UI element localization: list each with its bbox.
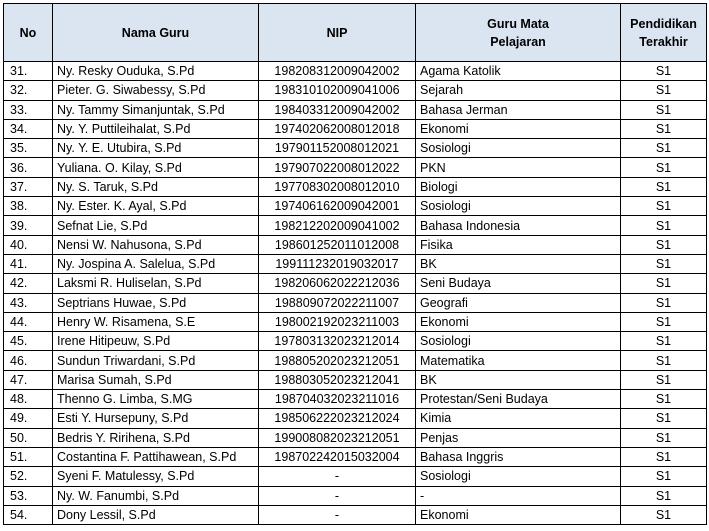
table-row: [4, 467, 707, 486]
cell-mata-pelajaran: Ekonomi: [416, 312, 621, 331]
cell-nip: 197402062008012018: [259, 119, 416, 138]
table-row: [4, 351, 707, 370]
cell-pendidikan: S1: [621, 235, 707, 254]
cell-nama-guru: Sundun Triwardani, S.Pd: [53, 351, 259, 370]
cell-no: 53.: [4, 486, 53, 505]
cell-pendidikan: S1: [621, 505, 707, 524]
cell-nama-guru: Ny. Y. Puttileihalat, S.Pd: [53, 119, 259, 138]
cell-mata-pelajaran: Protestan/Seni Budaya: [416, 390, 621, 409]
cell-nama-guru: Laksmi R. Huliselan, S.Pd: [53, 274, 259, 293]
cell-nip: 198506222023212024: [259, 409, 416, 428]
cell-pendidikan: S1: [621, 447, 707, 466]
header-row: [4, 4, 707, 62]
cell-nama-guru: Nensi W. Nahusona, S.Pd: [53, 235, 259, 254]
cell-pendidikan: S1: [621, 100, 707, 119]
cell-nip: 198212202009041002: [259, 216, 416, 235]
cell-nama-guru: Marisa Sumah, S.Pd: [53, 370, 259, 389]
cell-no: 44.: [4, 312, 53, 331]
cell-nip: 197406162009042001: [259, 197, 416, 216]
cell-mata-pelajaran: Sejarah: [416, 81, 621, 100]
cell-nama-guru: Ny. Jospina A. Salelua, S.Pd: [53, 254, 259, 273]
header-mapel-line2: Pelajaran: [490, 34, 546, 49]
cell-no: 49.: [4, 409, 53, 428]
cell-nama-guru: Ny. S. Taruk, S.Pd: [53, 177, 259, 196]
cell-pendidikan: S1: [621, 119, 707, 138]
cell-pendidikan: S1: [621, 486, 707, 505]
table-row: [4, 100, 707, 119]
cell-nama-guru: Thenno G. Limba, S.MG: [53, 390, 259, 409]
table-row: [4, 409, 707, 428]
cell-nama-guru: Henry W. Risamena, S.E: [53, 312, 259, 331]
teacher-table: [3, 3, 707, 525]
table-row: [4, 158, 707, 177]
cell-pendidikan: S1: [621, 81, 707, 100]
table-row: [4, 177, 707, 196]
cell-no: 47.: [4, 370, 53, 389]
header-mapel-line1: Guru Mata: [487, 16, 549, 31]
table-row: [4, 312, 707, 331]
cell-mata-pelajaran: Ekonomi: [416, 505, 621, 524]
cell-nama-guru: Ny. Y. E. Utubira, S.Pd: [53, 139, 259, 158]
cell-nip: 197708302008012010: [259, 177, 416, 196]
cell-no: 36.: [4, 158, 53, 177]
table-row: [4, 505, 707, 524]
cell-no: 46.: [4, 351, 53, 370]
cell-no: 37.: [4, 177, 53, 196]
table-row: [4, 486, 707, 505]
cell-mata-pelajaran: BK: [416, 254, 621, 273]
cell-nip: 199008082023212051: [259, 428, 416, 447]
cell-mata-pelajaran: BK: [416, 370, 621, 389]
cell-nama-guru: Bedris Y. Ririhena, S.Pd: [53, 428, 259, 447]
cell-nip: 197901152008012021: [259, 139, 416, 158]
cell-no: 40.: [4, 235, 53, 254]
cell-nip: 198002192023211003: [259, 312, 416, 331]
cell-pendidikan: S1: [621, 467, 707, 486]
cell-mata-pelajaran: Sosiologi: [416, 197, 621, 216]
cell-pendidikan: S1: [621, 274, 707, 293]
header-pendidikan-terakhir: [621, 4, 707, 62]
cell-pendidikan: S1: [621, 62, 707, 81]
cell-no: 52.: [4, 467, 53, 486]
table-row: [4, 81, 707, 100]
cell-mata-pelajaran: Ekonomi: [416, 119, 621, 138]
table-row: [4, 139, 707, 158]
cell-nip: 198805202023212051: [259, 351, 416, 370]
table-row: [4, 62, 707, 81]
table-row: [4, 447, 707, 466]
cell-mata-pelajaran: Bahasa Jerman: [416, 100, 621, 119]
cell-mata-pelajaran: Agama Katolik: [416, 62, 621, 81]
cell-no: 48.: [4, 390, 53, 409]
cell-nama-guru: Pieter. G. Siwabessy, S.Pd: [53, 81, 259, 100]
table-row: [4, 332, 707, 351]
cell-nip: 198702242015032004: [259, 447, 416, 466]
cell-nama-guru: Sefnat Lie, S.Pd: [53, 216, 259, 235]
cell-nip: 198809072022211007: [259, 293, 416, 312]
cell-no: 34.: [4, 119, 53, 138]
cell-nip: 198208312009042002: [259, 62, 416, 81]
cell-no: 32.: [4, 81, 53, 100]
table-header: [4, 4, 707, 62]
cell-nama-guru: Irene Hitipeuw, S.Pd: [53, 332, 259, 351]
teacher-table-container: [3, 3, 707, 525]
table-body: [4, 62, 707, 525]
cell-nip: 197907022008012022: [259, 158, 416, 177]
header-pend-line1: Pendidikan: [630, 16, 697, 31]
cell-pendidikan: S1: [621, 293, 707, 312]
cell-mata-pelajaran: Geografi: [416, 293, 621, 312]
cell-nama-guru: Ny. Tammy Simanjuntak, S.Pd: [53, 100, 259, 119]
cell-no: 42.: [4, 274, 53, 293]
cell-nip: -: [259, 486, 416, 505]
cell-nama-guru: Septrians Huwae, S.Pd: [53, 293, 259, 312]
cell-no: 51.: [4, 447, 53, 466]
cell-nama-guru: Syeni F. Matulessy, S.Pd: [53, 467, 259, 486]
cell-nip: 198310102009041006: [259, 81, 416, 100]
table-row: [4, 274, 707, 293]
cell-mata-pelajaran: Sosiologi: [416, 139, 621, 158]
cell-nip: 198601252011012008: [259, 235, 416, 254]
header-guru-mata-pelajaran: [416, 4, 621, 62]
cell-pendidikan: S1: [621, 177, 707, 196]
cell-mata-pelajaran: Kimia: [416, 409, 621, 428]
table-row: [4, 119, 707, 138]
table-row: [4, 197, 707, 216]
cell-nip: 198704032023211016: [259, 390, 416, 409]
cell-pendidikan: S1: [621, 139, 707, 158]
cell-pendidikan: S1: [621, 409, 707, 428]
cell-mata-pelajaran: PKN: [416, 158, 621, 177]
header-pend-line2: Terakhir: [639, 34, 688, 49]
cell-nama-guru: Esti Y. Hursepuny, S.Pd: [53, 409, 259, 428]
cell-nama-guru: Dony Lessil, S.Pd: [53, 505, 259, 524]
cell-pendidikan: S1: [621, 216, 707, 235]
cell-nip: 198206062022212036: [259, 274, 416, 293]
cell-nip: 198803052023212041: [259, 370, 416, 389]
cell-pendidikan: S1: [621, 332, 707, 351]
cell-nama-guru: Ny. W. Fanumbi, S.Pd: [53, 486, 259, 505]
cell-nama-guru: Ny. Ester. K. Ayal, S.Pd: [53, 197, 259, 216]
cell-mata-pelajaran: Bahasa Indonesia: [416, 216, 621, 235]
cell-pendidikan: S1: [621, 390, 707, 409]
cell-pendidikan: S1: [621, 254, 707, 273]
table-row: [4, 235, 707, 254]
cell-nama-guru: Yuliana. O. Kilay, S.Pd: [53, 158, 259, 177]
cell-no: 31.: [4, 62, 53, 81]
cell-pendidikan: S1: [621, 370, 707, 389]
cell-mata-pelajaran: Sosiologi: [416, 332, 621, 351]
header-no: No: [4, 4, 53, 62]
cell-mata-pelajaran: Sosiologi: [416, 467, 621, 486]
cell-nip: 198403312009042002: [259, 100, 416, 119]
cell-nip: 197803132023212014: [259, 332, 416, 351]
table-row: [4, 390, 707, 409]
cell-no: 50.: [4, 428, 53, 447]
header-nama-guru: Nama Guru: [53, 4, 259, 62]
table-row: [4, 216, 707, 235]
cell-no: 39.: [4, 216, 53, 235]
cell-pendidikan: S1: [621, 351, 707, 370]
cell-pendidikan: S1: [621, 197, 707, 216]
table-row: [4, 293, 707, 312]
cell-no: 54.: [4, 505, 53, 524]
cell-pendidikan: S1: [621, 428, 707, 447]
cell-nip: -: [259, 505, 416, 524]
table-row: [4, 428, 707, 447]
cell-mata-pelajaran: Seni Budaya: [416, 274, 621, 293]
table-row: [4, 254, 707, 273]
cell-pendidikan: S1: [621, 312, 707, 331]
cell-pendidikan: S1: [621, 158, 707, 177]
cell-mata-pelajaran: Fisika: [416, 235, 621, 254]
cell-no: 33.: [4, 100, 53, 119]
cell-mata-pelajaran: Matematika: [416, 351, 621, 370]
cell-nama-guru: Costantina F. Pattihawean, S.Pd: [53, 447, 259, 466]
table-row: [4, 370, 707, 389]
header-nip: NIP: [259, 4, 416, 62]
cell-no: 38.: [4, 197, 53, 216]
cell-no: 43.: [4, 293, 53, 312]
cell-nip: -: [259, 467, 416, 486]
cell-mata-pelajaran: Biologi: [416, 177, 621, 196]
cell-nip: 199111232019032017: [259, 254, 416, 273]
cell-mata-pelajaran: -: [416, 486, 621, 505]
cell-no: 35.: [4, 139, 53, 158]
cell-no: 41.: [4, 254, 53, 273]
cell-mata-pelajaran: Bahasa Inggris: [416, 447, 621, 466]
cell-mata-pelajaran: Penjas: [416, 428, 621, 447]
cell-nama-guru: Ny. Resky Ouduka, S.Pd: [53, 62, 259, 81]
cell-no: 45.: [4, 332, 53, 351]
